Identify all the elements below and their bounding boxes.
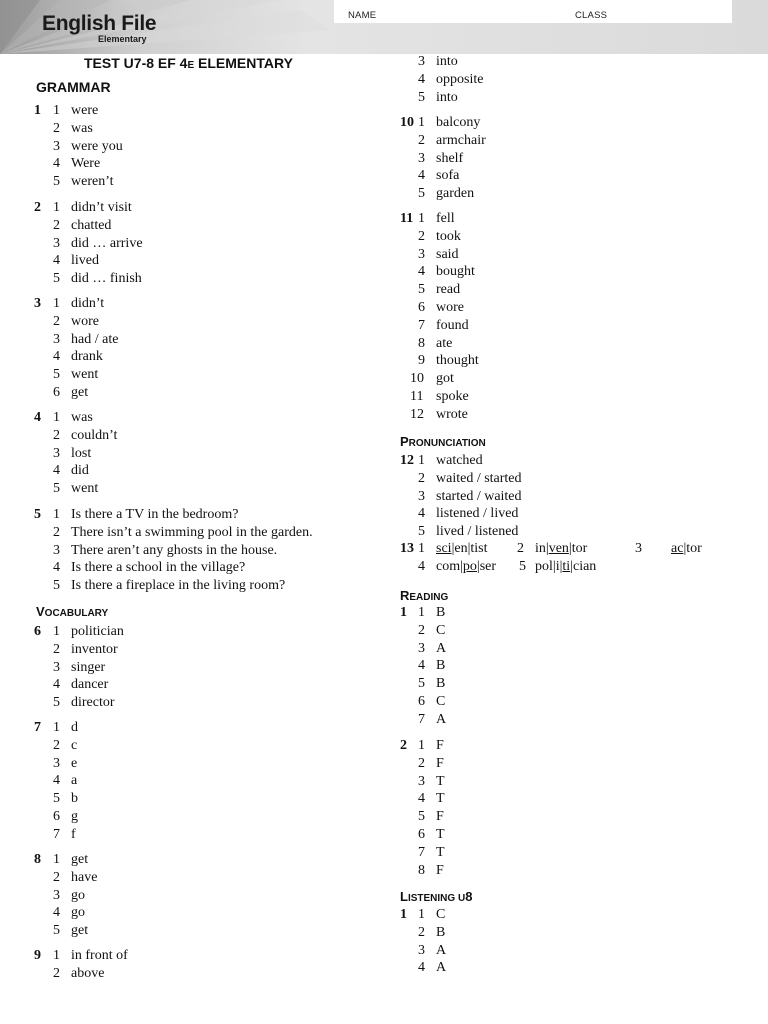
item-index: 5 xyxy=(53,578,60,594)
item-index: 4 xyxy=(418,506,425,522)
item-index: 4 xyxy=(53,253,60,269)
item-index: 1 xyxy=(53,296,60,311)
answer-text: read xyxy=(436,282,461,298)
item-index: 8 xyxy=(418,335,425,351)
answer-text: didn’t xyxy=(71,296,105,311)
item-index: 1 xyxy=(53,200,60,215)
answer-text: listened / lived xyxy=(436,506,519,522)
answer-text: went xyxy=(71,367,99,383)
section-grammar: GRAMMAR xyxy=(36,79,111,95)
item-index: 4 xyxy=(418,71,425,87)
section-pronunciation-rest: RONUNCIATION xyxy=(408,438,486,449)
syllable-pre: in| xyxy=(535,541,549,556)
answer-text: F xyxy=(436,809,444,825)
item-index: 4 xyxy=(418,791,425,807)
answer-text: wore xyxy=(71,313,99,329)
answer-text: get xyxy=(71,385,89,400)
answer-text: thought xyxy=(436,353,479,369)
item-index: 2 xyxy=(53,217,60,233)
question-number: 4 xyxy=(34,410,41,425)
item-index: 2 xyxy=(418,228,425,244)
item-index: 6 xyxy=(53,385,60,400)
word-number: 1 xyxy=(418,541,425,556)
answer-text: go xyxy=(71,905,85,921)
item-index: 4 xyxy=(53,560,60,576)
title-rest: ELEMENTARY xyxy=(194,55,293,71)
word-number: 4 xyxy=(418,559,425,574)
item-index: 3 xyxy=(53,659,60,675)
item-index: 2 xyxy=(53,120,60,136)
section-listening-cap: L xyxy=(400,889,408,904)
item-index: 2 xyxy=(418,622,425,638)
answer-text: C xyxy=(436,694,446,709)
item-index: 3 xyxy=(53,887,60,903)
item-index: 6 xyxy=(418,300,425,315)
item-index: 8 xyxy=(418,862,425,878)
item-index: 1 xyxy=(53,507,60,522)
answer-text: balcony xyxy=(436,115,481,130)
answer-text: F xyxy=(436,755,444,771)
answer-text: bought xyxy=(436,264,475,280)
answer-text: politician xyxy=(71,624,124,639)
name-label: NAME xyxy=(348,10,377,21)
answer-text: took xyxy=(436,228,461,244)
page-title xyxy=(84,55,293,71)
item-index: 3 xyxy=(53,331,60,347)
item-index: 7 xyxy=(418,844,425,860)
answer-text: wore xyxy=(436,300,464,315)
answer-text: get xyxy=(71,923,89,939)
item-index: 4 xyxy=(53,773,60,789)
item-index: 4 xyxy=(53,156,60,172)
word-number: 5 xyxy=(519,559,526,574)
answer-text: Is there a school in the village? xyxy=(71,560,246,576)
syllable-post: |tor xyxy=(568,541,588,556)
answer-text: into xyxy=(436,89,458,105)
item-index: 1 xyxy=(53,720,60,735)
item-index: 3 xyxy=(418,942,425,958)
answer-text: got xyxy=(436,371,454,387)
page-header xyxy=(0,0,768,54)
answer-text: a xyxy=(71,773,78,789)
section-reading xyxy=(400,587,448,605)
answer-text: had / ate xyxy=(71,331,119,347)
answer-text: did xyxy=(71,463,89,479)
answer-text: director xyxy=(71,695,115,711)
item-index: 6 xyxy=(53,809,60,824)
stress-word xyxy=(436,559,496,575)
section-pronunciation xyxy=(400,433,486,451)
item-index: 2 xyxy=(53,869,60,885)
item-index: 5 xyxy=(418,89,425,105)
answer-text: Is there a TV in the bedroom? xyxy=(71,507,239,522)
answer-text: drank xyxy=(71,349,103,365)
answer-text: were you xyxy=(71,138,123,154)
item-index: 3 xyxy=(53,755,60,771)
answer-text: lived xyxy=(71,253,99,269)
item-index: 5 xyxy=(53,367,60,383)
answer-text: A xyxy=(436,640,447,656)
item-index: 1 xyxy=(53,410,60,425)
item-index: 5 xyxy=(53,481,60,497)
section-pronunciation-cap: P xyxy=(400,434,409,449)
question-number: 3 xyxy=(34,296,41,311)
answer-text: have xyxy=(71,869,98,885)
class-label: CLASS xyxy=(575,10,608,21)
item-index: 7 xyxy=(418,317,425,333)
syllable-pre: pol|i| xyxy=(535,559,563,574)
item-index: 5 xyxy=(53,695,60,711)
item-index: 2 xyxy=(53,965,60,981)
logo-subtitle: Elementary xyxy=(98,34,147,44)
answer-text: went xyxy=(71,481,99,497)
item-index: 3 xyxy=(418,488,425,504)
answer-text: weren’t xyxy=(71,174,114,190)
item-index: 4 xyxy=(53,905,60,921)
syllable-post: |tor xyxy=(683,541,702,556)
item-index: 3 xyxy=(418,246,425,262)
answer-text: chatted xyxy=(71,217,112,233)
answer-text: singer xyxy=(71,659,106,675)
question-number: 9 xyxy=(34,948,41,963)
answer-text: didn’t visit xyxy=(71,200,132,215)
answer-text: f xyxy=(71,826,76,842)
item-index: 1 xyxy=(53,948,60,963)
answer-text: fell xyxy=(436,211,455,226)
answer-text: found xyxy=(436,317,469,333)
question-number: 12 xyxy=(400,453,414,468)
name-class-box xyxy=(334,0,732,23)
item-index: 7 xyxy=(53,826,60,842)
item-index: 2 xyxy=(418,755,425,771)
item-index: 5 xyxy=(418,676,425,692)
syllable-post: |cian xyxy=(570,559,597,574)
question-number: 5 xyxy=(34,507,41,522)
item-index: 1 xyxy=(53,624,60,639)
item-index: 4 xyxy=(53,677,60,693)
question-number: 1 xyxy=(400,907,407,922)
item-index: 2 xyxy=(53,641,60,657)
section-listening-tail: 8 xyxy=(465,889,473,904)
answer-text: B xyxy=(436,658,446,674)
syllable-post: |ser xyxy=(476,559,497,574)
item-index: 10 xyxy=(410,371,424,387)
item-index: 6 xyxy=(418,694,425,709)
answer-text: watched xyxy=(436,453,483,468)
answer-text: There isn’t a swimming pool in the garden. xyxy=(71,524,313,540)
stressed-syllable: po xyxy=(462,559,477,574)
section-listening xyxy=(400,888,472,906)
answer-text: was xyxy=(71,410,93,425)
word-number: 2 xyxy=(517,541,524,556)
answer-text: dancer xyxy=(71,677,109,693)
item-index: 3 xyxy=(418,640,425,656)
item-index: 3 xyxy=(53,138,60,154)
item-index: 2 xyxy=(418,470,425,486)
item-index: 5 xyxy=(418,282,425,298)
answer-text: B xyxy=(436,605,446,620)
answer-text: g xyxy=(71,809,78,824)
item-index: 6 xyxy=(418,827,425,842)
stressed-syllable: sci xyxy=(436,541,452,556)
item-index: 3 xyxy=(53,542,60,558)
answer-text: T xyxy=(436,827,445,842)
item-index: 11 xyxy=(410,389,424,404)
question-number: 7 xyxy=(34,720,41,735)
item-index: 5 xyxy=(53,174,60,190)
answer-text: into xyxy=(436,54,458,69)
title-main: TEST U7-8 EF 4 xyxy=(84,55,188,71)
item-index: 5 xyxy=(53,271,60,287)
answer-text: wrote xyxy=(436,406,468,422)
stressed-syllable: ven xyxy=(548,541,569,556)
answer-text: B xyxy=(436,924,446,940)
item-index: 4 xyxy=(53,463,60,479)
answer-text: armchair xyxy=(436,132,486,148)
answer-text: A xyxy=(436,960,447,976)
answer-text: inventor xyxy=(71,641,118,657)
answer-text: were xyxy=(71,103,99,118)
item-index: 4 xyxy=(53,349,60,365)
question-number: 13 xyxy=(400,541,414,556)
section-vocabulary-rest: OCABULARY xyxy=(44,608,109,619)
answer-text: c xyxy=(71,737,78,753)
answer-text: started / waited xyxy=(436,488,522,504)
item-index: 4 xyxy=(418,960,425,976)
section-vocabulary xyxy=(36,603,108,621)
question-number: 6 xyxy=(34,624,41,639)
item-index: 1 xyxy=(418,605,425,620)
answer-text: T xyxy=(436,791,445,807)
answer-text: get xyxy=(71,852,89,867)
answer-text: couldn’t xyxy=(71,427,118,443)
item-index: 3 xyxy=(53,235,60,251)
answer-text: opposite xyxy=(436,71,484,87)
item-index: 1 xyxy=(418,907,425,922)
answer-text: A xyxy=(436,711,447,727)
item-index: 7 xyxy=(418,711,425,727)
item-index: 2 xyxy=(418,132,425,148)
item-index: 5 xyxy=(53,923,60,939)
answer-text: ate xyxy=(436,335,453,351)
answer-text: d xyxy=(71,720,78,735)
answer-text: C xyxy=(436,622,446,638)
section-vocabulary-cap: V xyxy=(36,604,45,619)
answer-text: did … finish xyxy=(71,271,142,287)
question-number: 10 xyxy=(400,115,414,130)
answer-text: in front of xyxy=(71,948,128,963)
item-index: 9 xyxy=(418,353,425,369)
answer-text: was xyxy=(71,120,93,136)
item-index: 2 xyxy=(53,737,60,753)
item-index: 3 xyxy=(418,773,425,789)
item-index: 2 xyxy=(53,524,60,540)
syllable-pre: com| xyxy=(436,559,463,574)
title-small: E xyxy=(187,60,195,71)
answer-text: shelf xyxy=(436,150,464,166)
item-index: 1 xyxy=(418,453,425,468)
answer-text: garden xyxy=(436,186,475,202)
item-index: 1 xyxy=(53,103,60,118)
answer-text: above xyxy=(71,965,105,981)
item-index: 1 xyxy=(418,211,425,226)
item-index: 3 xyxy=(418,54,425,69)
section-reading-rest: EADING xyxy=(409,592,449,603)
item-index: 2 xyxy=(418,924,425,940)
answer-text: B xyxy=(436,676,446,692)
question-number: 2 xyxy=(400,738,407,753)
question-number: 8 xyxy=(34,852,41,867)
answer-text: A xyxy=(436,942,447,958)
stress-word xyxy=(535,559,596,575)
answer-text: F xyxy=(436,862,444,878)
item-index: 3 xyxy=(418,150,425,166)
item-index: 1 xyxy=(418,115,425,130)
question-number: 1 xyxy=(400,605,407,620)
item-index: 4 xyxy=(418,264,425,280)
question-number: 1 xyxy=(34,103,41,118)
word-number: 3 xyxy=(635,541,642,556)
answer-text: waited / started xyxy=(436,470,522,486)
question-number: 2 xyxy=(34,200,41,215)
stress-word xyxy=(535,541,587,557)
item-index: 12 xyxy=(410,406,424,422)
answer-text: e xyxy=(71,755,78,771)
answer-text: lived / listened xyxy=(436,524,519,540)
item-index: 5 xyxy=(53,791,60,807)
answer-text: go xyxy=(71,887,85,903)
answer-text: said xyxy=(436,246,459,262)
question-number: 11 xyxy=(400,211,414,226)
answer-text: lost xyxy=(71,445,92,461)
answer-text: F xyxy=(436,738,444,753)
answer-text: did … arrive xyxy=(71,235,143,251)
item-index: 3 xyxy=(53,445,60,461)
item-index: 5 xyxy=(418,186,425,202)
item-index: 2 xyxy=(53,313,60,329)
item-index: 1 xyxy=(53,852,60,867)
answer-text: T xyxy=(436,773,445,789)
item-index: 4 xyxy=(418,168,425,184)
item-index: 2 xyxy=(53,427,60,443)
answer-text: sofa xyxy=(436,168,460,184)
answer-text: b xyxy=(71,791,78,807)
stress-word xyxy=(671,541,702,557)
stressed-syllable: ac xyxy=(671,541,684,556)
item-index: 4 xyxy=(418,658,425,674)
item-index: 1 xyxy=(418,738,425,753)
stressed-syllable: ti xyxy=(562,559,571,574)
logo-title: English File xyxy=(42,12,157,35)
answer-text: T xyxy=(436,844,445,860)
section-reading-cap: R xyxy=(400,588,410,603)
answer-text: Were xyxy=(71,156,101,172)
syllable-post: |en|tist xyxy=(451,541,488,556)
answer-text: There aren’t any ghosts in the house. xyxy=(71,542,278,558)
stress-word xyxy=(436,541,488,557)
answer-text: spoke xyxy=(436,389,469,404)
answer-text: C xyxy=(436,907,446,922)
section-listening-rest: ISTENING U xyxy=(407,893,466,904)
answer-text: Is there a fireplace in the living room? xyxy=(71,578,286,594)
item-index: 5 xyxy=(418,809,425,825)
item-index: 5 xyxy=(418,524,425,540)
